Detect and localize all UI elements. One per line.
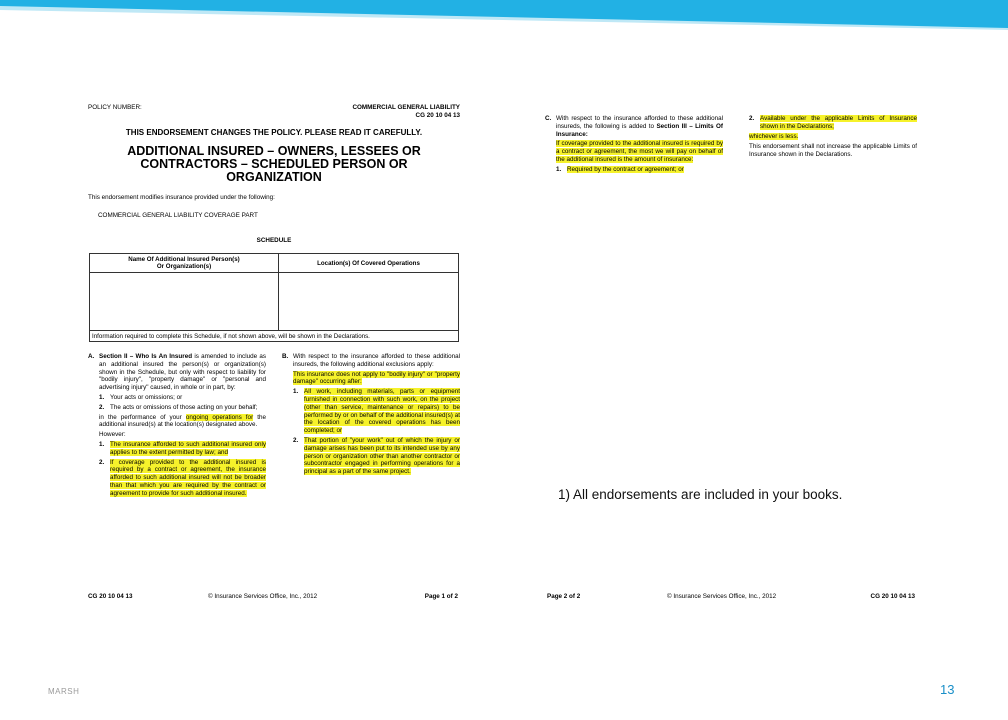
- final-text: This endorsement shall not increase the applicable Limits of Insurance shown in the Declarations.: [749, 143, 917, 159]
- banner-dark-band: [0, 0, 1008, 28]
- however-label: However:: [99, 431, 126, 439]
- section-c-item: 2. Available under the applicable Limits of Insurance shown in the Declarations;: [749, 115, 917, 130]
- schedule-col-name: Name Of Additional Insured Person(s) Or Organization(s): [90, 254, 279, 273]
- section-b: [282, 353, 460, 476]
- policy-number-label: POLICY NUMBER:: [88, 104, 142, 111]
- schedule-col-location: Location(s) Of Covered Operations: [279, 254, 459, 273]
- page2-footer-left: Page 2 of 2: [547, 593, 581, 600]
- coverage-part: COMMERCIAL GENERAL LIABILITY COVERAGE PART: [98, 212, 258, 219]
- schedule-cell-name: [90, 273, 279, 331]
- section-b-text: With respect to the insurance afforded to these additional insureds, the following additional exclusions apply:: [293, 353, 460, 368]
- header-banner: [0, 0, 1008, 30]
- section-a-heading: Section II – Who Is An Insured: [99, 353, 193, 360]
- section-a-performance: in the performance of your ongoing operations for the additional insured(s) at the location(s) designated above.: [99, 413, 267, 429]
- slide-caption: 1) All endorsements are included in your books.: [558, 487, 843, 502]
- endorsement-page-1: [88, 100, 460, 605]
- section-a-however-item: 2. If coverage provided to the additional insured is required by a contract or agreement, the insurance afforded to such additional insured will not be broader than that which you are required by the contract or agreement to provide for such additional insured.: [99, 458, 266, 497]
- modifies-text: This endorsement modifies insurance provided under the following:: [88, 194, 275, 201]
- section-c-text: With respect to the insurance afforded to these additional insureds, the following is added to: [556, 115, 723, 130]
- form-title: COMMERCIAL GENERAL LIABILITY CG 20 10 04 13: [352, 104, 460, 119]
- page1-footer-center: © Insurance Services Office, Inc., 2012: [208, 593, 318, 600]
- notice-text: THIS ENDORSEMENT CHANGES THE POLICY. PLEASE READ IT CAREFULLY.: [125, 128, 423, 137]
- schedule-label: SCHEDULE: [256, 237, 292, 244]
- section-c: [545, 115, 723, 174]
- page1-footer-right: Page 1 of 2: [424, 593, 458, 600]
- schedule-table: [89, 253, 459, 342]
- whichever-text: whichever is less.: [749, 132, 799, 140]
- section-a-item: 2. The acts or omissions of those acting on your behalf;: [99, 403, 258, 411]
- endorsement-page-2: [545, 113, 917, 605]
- section-a: [88, 353, 266, 498]
- section-c-heading: Section III – Limits Of Insurance:: [556, 122, 724, 138]
- section-a-label: A.: [88, 353, 95, 360]
- section-c-highlight: If coverage provided to the additional insured is required by a contract or agreement, the most we will pay on behalf of the additional insured is the amount of insurance:: [556, 140, 723, 163]
- section-a-however-item: 1. The insurance afforded to such additional insured only applies to the extent permitted by law; and: [99, 440, 266, 456]
- section-c-label: C.: [545, 115, 552, 122]
- section-a-text: is amended to include as an additional insured the person(s) or organization(s) shown in the Schedule, but only with respect to liability for "bodily injury", "property damage" or "personal and advertising injury" caused, in whole or in part, by:: [99, 353, 266, 392]
- section-c-item: 1. Required by the contract or agreement; or: [556, 165, 684, 173]
- section-c-continued: [749, 115, 917, 159]
- section-a-item: 1. Your acts or omissions; or: [99, 393, 183, 401]
- section-b-item: 1. All work, including materials, parts or equipment furnished in connection with such work, on the project (other than service, maintenance or repairs) to be performed by or on behalf of the additional insured(s) at the location of the covered operations has been completed; or: [293, 388, 460, 435]
- page1-footer-left: CG 20 10 04 13: [88, 593, 133, 600]
- page2-footer-right: CG 20 10 04 13: [870, 593, 915, 600]
- section-b-highlight: This insurance does not apply to "bodily injury" or "property damage" occurring after:: [293, 370, 460, 386]
- section-b-label: B.: [282, 353, 289, 360]
- section-b-item: 2. That portion of "your work" out of which the injury or damage arises has been put to its intended use by any person or organization other than another contractor or subcontractor engaged in performing operations for a principal as a part of the same project.: [293, 436, 460, 476]
- endorsement-title: ADDITIONAL INSURED – OWNERS, LESSEES OR CONTRACTORS – SCHEDULED PERSON OR ORGANIZATION: [127, 144, 421, 184]
- brand-label: MARSH: [48, 687, 80, 696]
- page2-footer-center: © Insurance Services Office, Inc., 2012: [667, 593, 777, 600]
- slide-page-number: 13: [940, 682, 955, 697]
- schedule-note: Information required to complete this Schedule, if not shown above, will be shown in the Declarations.: [90, 331, 459, 342]
- schedule-cell-location: [279, 273, 459, 331]
